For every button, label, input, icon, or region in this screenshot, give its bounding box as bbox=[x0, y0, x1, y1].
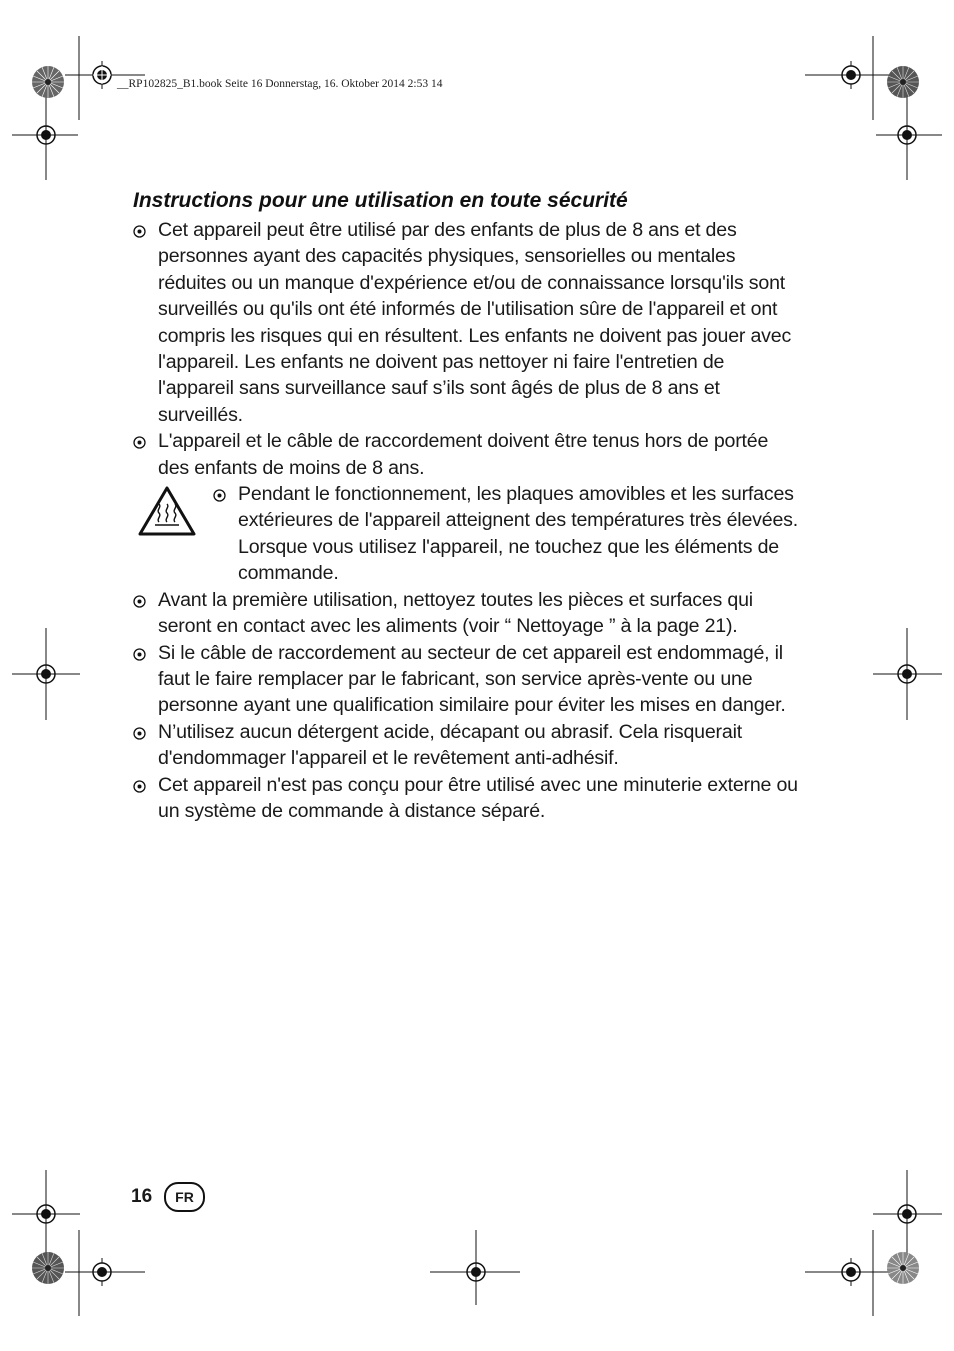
section-title: Instructions pour une utilisation en toute sécurité bbox=[133, 189, 628, 212]
registration-mark-icon bbox=[32, 121, 60, 149]
circled-dot-icon bbox=[133, 225, 146, 238]
registration-mark-icon bbox=[88, 1258, 116, 1286]
list-item bbox=[133, 587, 798, 640]
list-item bbox=[133, 719, 798, 772]
registration-mark-icon bbox=[88, 61, 116, 89]
registration-mark-icon bbox=[893, 1200, 921, 1228]
list-item bbox=[133, 428, 798, 481]
list-item-text: N’utilisez aucun détergent acide, décapant ou abrasif. Cela risquerait d'endommager l'appareil et le revêtement anti-adhésif. bbox=[158, 720, 742, 770]
circled-dot-icon bbox=[133, 780, 146, 793]
registration-mark-icon bbox=[893, 660, 921, 688]
list-item bbox=[133, 772, 798, 825]
registration-mark-icon bbox=[32, 1200, 60, 1228]
registration-mark-icon bbox=[837, 61, 865, 89]
list-item-text: Avant la première utilisation, nettoyez toutes les pièces et surfaces qui seront en contact avec les aliments (voir “ Nettoyage ” à la page 21). bbox=[158, 588, 753, 638]
print-info: __RP102825_B1.book Seite 16 Donnerstag, 16. Oktober 2014 2:53 14 bbox=[117, 78, 443, 90]
color-wheel-icon bbox=[32, 1252, 64, 1284]
circled-dot-icon bbox=[133, 648, 146, 661]
circled-dot-icon bbox=[133, 436, 146, 449]
registration-mark-icon bbox=[32, 660, 60, 688]
page-footer bbox=[131, 1182, 205, 1212]
language-badge: FR bbox=[164, 1182, 205, 1212]
color-wheel-icon bbox=[887, 1252, 919, 1284]
list-item-text: Cet appareil n'est pas conçu pour être utilisé avec une minuterie externe ou un système de commande à distance séparé. bbox=[158, 773, 798, 822]
safety-instructions-section bbox=[133, 186, 798, 824]
page-number: 16 bbox=[131, 1186, 153, 1207]
list-item bbox=[133, 640, 798, 719]
hot-surface-warning-icon bbox=[137, 485, 197, 537]
color-wheel-icon bbox=[32, 66, 64, 98]
list-item-text: Cet appareil peut être utilisé par des enfants de plus de 8 ans et des personnes ayant des capacités physiques, sensorielles ou mentales réduites ou un manque d'expérience et/ou de connaissance lorsqu'ils sont surveillés ou qu'ils ont été informés de l'utilisation sûre de l'appareil et ont compris les risques qui en résultent. Les enfants ne doivent pas jouer avec l'appareil. Les enfants ne doivent pas nettoyer ni faire l'entretien de l'appareil sans surveillance sauf s’ils sont âgés de plus de 8 ans et surveillés. bbox=[158, 219, 792, 426]
list-item bbox=[133, 217, 798, 428]
hot-surface-warning bbox=[133, 481, 798, 587]
circled-dot-icon bbox=[133, 727, 146, 740]
list-item bbox=[213, 481, 798, 587]
circled-dot-icon bbox=[213, 489, 226, 502]
list-item-text: Si le câble de raccordement au secteur de cet appareil est endommagé, il faut le faire remplacer par le fabricant, son service après-vente ou une personne ayant une qualification similaire pour éviter les mises en danger. bbox=[158, 641, 786, 717]
list-item-text: Pendant le fonctionnement, les plaques amovibles et les surfaces extérieures de l'appareil atteignent des températures très élevées. Lorsque vous utilisez l'appareil, ne touchez que les éléments de commande. bbox=[238, 483, 798, 585]
list-item-text: L'appareil et le câble de raccordement doivent être tenus hors de portée des enfants de moins de 8 ans. bbox=[158, 430, 769, 479]
registration-mark-icon bbox=[462, 1258, 490, 1286]
registration-mark-icon bbox=[837, 1258, 865, 1286]
color-wheel-icon bbox=[887, 66, 919, 98]
circled-dot-icon bbox=[133, 595, 146, 608]
registration-mark-icon bbox=[893, 121, 921, 149]
